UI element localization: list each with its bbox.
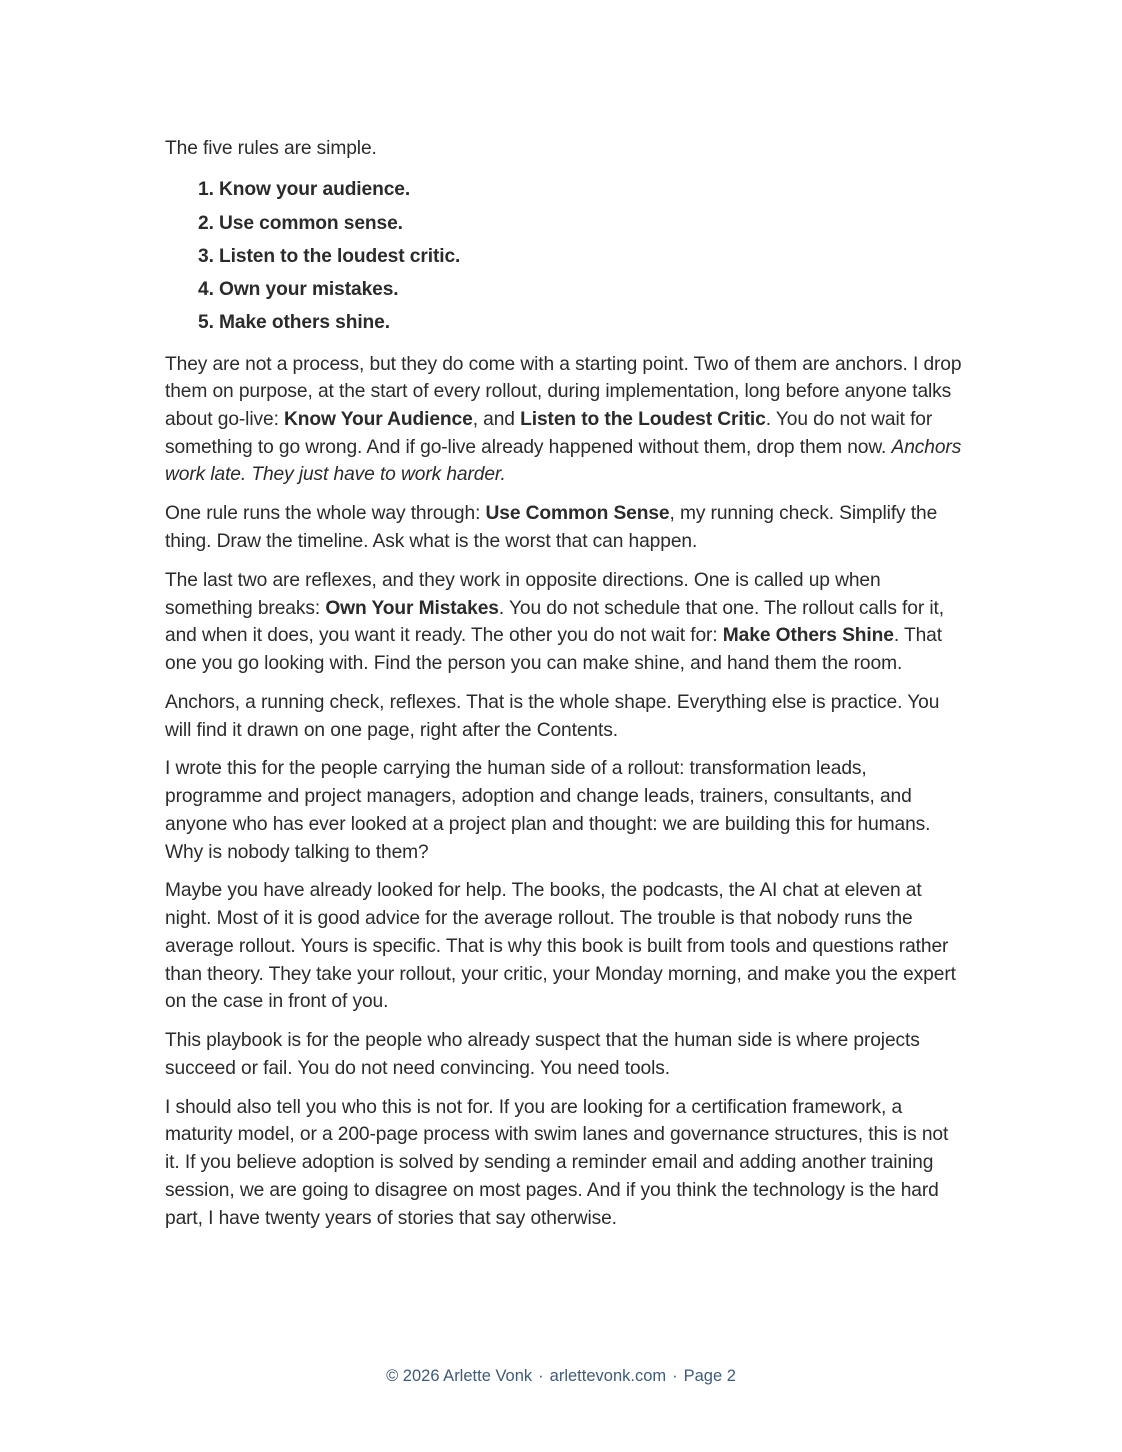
rule-item-1: 1. Know your audience. bbox=[198, 179, 411, 201]
anchor-rule-know-your-audience: Know Your Audience bbox=[284, 409, 473, 430]
rule-item-4: 4. Own your mistakes. bbox=[198, 279, 399, 300]
rule-make-others-shine: Make Others Shine bbox=[722, 625, 894, 647]
shape-paragraph: Anchors, a running check, reflexes. That is the whole shape. Everything else is practice. You will find it drawn on one page, right after the Contents. bbox=[165, 691, 940, 741]
help-paragraph: Maybe you have already looked for help. The books, the podcasts, the AI chat at eleven at night. Most of it is good advice for the average rollout. The trouble is that nobody runs the average rollout. Yours is specific. That is why this book is built from tools and questions rather than theory. They take your rollout, your critic, your Monday morning, and make you the expert on the case in front of you. bbox=[165, 880, 956, 1013]
rule-item-2: 2. Use common sense. bbox=[198, 212, 403, 234]
running-check-text-1: One rule runs the whole way through: bbox=[165, 503, 486, 525]
running-check-text-2: , my running check. Simplify the thing. Draw the timeline. Ask what is the worst that can happen. bbox=[165, 503, 938, 552]
page-footer bbox=[0, 1364, 1122, 1388]
rule-use-common-sense: Use Common Sense bbox=[485, 503, 670, 525]
reflexes-text-3: . That one you go looking with. Find the person you can make shine, and hand them the room. bbox=[165, 625, 942, 674]
anchors-italic-note: Anchors work late. They just have to work harder. bbox=[165, 436, 962, 486]
anchor-rule-loudest-critic: Listen to the Loudest Critic bbox=[520, 409, 766, 430]
footer-site-link[interactable]: arlettevonk.com bbox=[549, 1367, 667, 1385]
anchors-text-3: . You do not wait for something to go wrong. And if go-live already happened without them, drop them now. bbox=[165, 409, 933, 458]
reflexes-paragraph bbox=[165, 567, 965, 678]
reflexes-text-1: The last two are reflexes, and they work in opposite directions. One is called up when something breaks: bbox=[165, 569, 881, 619]
footer-separator: · bbox=[672, 1367, 678, 1385]
playbook-paragraph: This playbook is for the people who already suspect that the human side is where projects succeed or fail. You do not need convincing. You need tools. bbox=[165, 1030, 920, 1079]
anchors-paragraph bbox=[165, 351, 965, 490]
intro-paragraph: The five rules are simple. bbox=[165, 138, 377, 159]
footer-copyright: © 2026 Arlette Vonk bbox=[386, 1367, 533, 1385]
reflexes-text-2: . You do not schedule that one. The rollout calls for it, and when it does, you want it ready. The other you do not wait for: bbox=[165, 597, 944, 647]
page-body bbox=[165, 135, 965, 1243]
audience-paragraph: I wrote this for the people carrying the human side of a rollout: transformation leads, programme and project managers, adoption and change leads, trainers, consultants, and anyone who has ever looked at a project plan and thought: we are building this for humans. Why is nobody talking to them? bbox=[165, 758, 931, 863]
footer-page-number: Page 2 bbox=[683, 1367, 736, 1385]
anchors-text-1: They are not a process, but they do come with a starting point. Two of them are anchors. I drop them on purpose, at the start of every rollout, during implementation, long before anyone talks about go-live: bbox=[165, 353, 962, 430]
anchors-text-2: , and bbox=[472, 409, 521, 430]
running-check-paragraph bbox=[165, 500, 965, 555]
rule-item-5: 5. Make others shine. bbox=[198, 312, 390, 334]
rule-item-3: 3. Listen to the loudest critic. bbox=[198, 245, 461, 267]
rules-list bbox=[165, 173, 965, 339]
footer-separator: · bbox=[538, 1367, 544, 1385]
rule-own-your-mistakes: Own Your Mistakes bbox=[325, 597, 499, 619]
not-for-paragraph: I should also tell you who this is not for. If you are looking for a certification framework, a maturity model, or a 200-page process with swim lanes and governance structures, this is not it. If you believe adoption is solved by sending a reminder email and adding another training session, we are going to disagree on most pages. And if you think the technology is the hard part, I have twenty years of stories that say otherwise. bbox=[165, 1096, 949, 1229]
